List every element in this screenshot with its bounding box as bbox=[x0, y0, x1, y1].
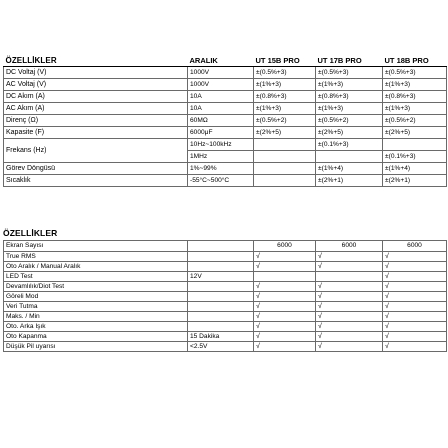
row-range bbox=[188, 322, 254, 332]
row-ut18b: √ bbox=[383, 262, 447, 272]
row-ut17b: ±(1%+4) bbox=[316, 163, 383, 175]
row-ut18b: ±(0.5%+3) bbox=[383, 67, 447, 79]
row-ut17b: √ bbox=[316, 312, 383, 322]
table-row bbox=[4, 342, 447, 352]
row-ut17b: √ bbox=[316, 332, 383, 342]
row-ut17b bbox=[316, 151, 383, 163]
row-label: Direnç (Ω) bbox=[4, 115, 188, 127]
row-ut15b: √ bbox=[254, 262, 316, 272]
row-ut18b: 6000 bbox=[383, 241, 447, 252]
row-label: Sıcaklık bbox=[4, 175, 188, 187]
row-ut15b: √ bbox=[254, 292, 316, 302]
row-ut15b bbox=[254, 139, 316, 151]
table-row bbox=[4, 163, 447, 175]
table-row-frekans-1 bbox=[4, 139, 447, 151]
row-ut17b: 6000 bbox=[316, 241, 383, 252]
table-row bbox=[4, 332, 447, 342]
table-row bbox=[4, 252, 447, 262]
row-ut15b: √ bbox=[254, 252, 316, 262]
row-label: Maks. / Min bbox=[4, 312, 188, 322]
row-ut18b bbox=[383, 139, 447, 151]
features-row-display-count bbox=[4, 241, 447, 252]
row-range bbox=[188, 252, 254, 262]
row-range: <2.5V bbox=[188, 342, 254, 352]
row-label: Oto Aralık / Manual Aralık bbox=[4, 262, 188, 272]
row-ut17b: ±(2%+1) bbox=[316, 175, 383, 187]
row-label: DC Voltaj (V) bbox=[4, 67, 188, 79]
row-label: DC Akım (A) bbox=[4, 91, 188, 103]
row-ut17b: √ bbox=[316, 342, 383, 352]
row-range-frekans-2: 1MHz bbox=[188, 151, 254, 163]
row-range: 10A bbox=[188, 91, 254, 103]
row-ut15b: √ bbox=[254, 282, 316, 292]
row-label: LED Test bbox=[4, 272, 188, 282]
row-range bbox=[188, 241, 254, 252]
row-ut15b: ±(1%+3) bbox=[254, 103, 316, 115]
row-ut17b: √ bbox=[316, 252, 383, 262]
row-range: 1000V bbox=[188, 79, 254, 91]
table-row bbox=[4, 282, 447, 292]
row-ut18b: √ bbox=[383, 332, 447, 342]
row-ut17b: √ bbox=[316, 302, 383, 312]
row-ut15b: √ bbox=[254, 332, 316, 342]
row-range: 1%~99% bbox=[188, 163, 254, 175]
row-range: 10A bbox=[188, 103, 254, 115]
row-ut15b bbox=[254, 163, 316, 175]
row-label: True RMS bbox=[4, 252, 188, 262]
table-row bbox=[4, 262, 447, 272]
row-ut17b: √ bbox=[316, 322, 383, 332]
row-ut18b: ±(0.8%+3) bbox=[383, 91, 447, 103]
row-range bbox=[188, 302, 254, 312]
row-label-frekans: Frekans (Hz) bbox=[4, 139, 188, 163]
row-ut17b bbox=[316, 272, 383, 282]
row-ut17b: ±(1%+3) bbox=[316, 79, 383, 91]
table-row bbox=[4, 292, 447, 302]
row-ut17b: ±(0.5%+2) bbox=[316, 115, 383, 127]
row-label: Kapasite (F) bbox=[4, 127, 188, 139]
header-ut18b: UT 18B PRO bbox=[383, 55, 447, 67]
row-range bbox=[188, 312, 254, 322]
row-label: Devamlılık/Diot Test bbox=[4, 282, 188, 292]
table-row bbox=[4, 103, 447, 115]
row-ut18b: ±(0.1%+3) bbox=[383, 151, 447, 163]
row-ut15b bbox=[254, 272, 316, 282]
header-ut17b: UT 17B PRO bbox=[316, 55, 383, 67]
table-row bbox=[4, 67, 447, 79]
row-ut17b: ±(2%+5) bbox=[316, 127, 383, 139]
accuracy-table-header bbox=[4, 55, 447, 67]
row-ut15b: ±(0.5%+2) bbox=[254, 115, 316, 127]
row-ut18b: √ bbox=[383, 302, 447, 312]
table-row bbox=[4, 91, 447, 103]
row-ut15b: √ bbox=[254, 312, 316, 322]
row-ut15b: ±(0.8%+3) bbox=[254, 91, 316, 103]
row-ut18b: ±(1%+3) bbox=[383, 79, 447, 91]
table-row bbox=[4, 312, 447, 322]
features-table bbox=[3, 240, 447, 352]
row-ut18b: ±(2%+1) bbox=[383, 175, 447, 187]
row-ut15b: √ bbox=[254, 342, 316, 352]
row-label: Ekran Sayısı bbox=[4, 241, 188, 252]
row-ut17b: ±(1%+3) bbox=[316, 103, 383, 115]
row-ut18b: √ bbox=[383, 312, 447, 322]
row-range: 6000μF bbox=[188, 127, 254, 139]
table-row bbox=[4, 127, 447, 139]
row-ut15b: 6000 bbox=[254, 241, 316, 252]
row-range: 15 Dakika bbox=[188, 332, 254, 342]
row-label: Oto Kapanma bbox=[4, 332, 188, 342]
header-aralik: ARALIK bbox=[188, 55, 254, 67]
row-ut15b bbox=[254, 175, 316, 187]
row-ut18b: ±(0.5%+2) bbox=[383, 115, 447, 127]
row-label: Oto. Arka Işık bbox=[4, 322, 188, 332]
row-ut18b: ±(1%+3) bbox=[383, 103, 447, 115]
row-range: 60MΩ bbox=[188, 115, 254, 127]
table-row bbox=[4, 175, 447, 187]
row-range bbox=[188, 292, 254, 302]
row-ut18b: √ bbox=[383, 322, 447, 332]
row-ut18b: √ bbox=[383, 292, 447, 302]
row-label: Veri Tutma bbox=[4, 302, 188, 312]
row-label: AC Voltaj (V) bbox=[4, 79, 188, 91]
table-row bbox=[4, 302, 447, 312]
row-ut15b: √ bbox=[254, 302, 316, 312]
table-row bbox=[4, 322, 447, 332]
row-ut17b: √ bbox=[316, 292, 383, 302]
row-ut15b: ±(0.5%+3) bbox=[254, 67, 316, 79]
row-range bbox=[188, 262, 254, 272]
row-ut18b: ±(2%+5) bbox=[383, 127, 447, 139]
row-label: AC Akım (A) bbox=[4, 103, 188, 115]
row-label: Göreli Mod bbox=[4, 292, 188, 302]
row-range bbox=[188, 282, 254, 292]
row-range: -55°C~500°C bbox=[188, 175, 254, 187]
table-row bbox=[4, 79, 447, 91]
accuracy-table bbox=[3, 55, 447, 187]
row-ut17b: ±(0.5%+3) bbox=[316, 67, 383, 79]
row-ut18b: √ bbox=[383, 342, 447, 352]
row-ut18b: √ bbox=[383, 272, 447, 282]
row-label: Görev Döngüsü bbox=[4, 163, 188, 175]
row-ut15b: ±(2%+5) bbox=[254, 127, 316, 139]
row-label: Düşük Pil uyarısı bbox=[4, 342, 188, 352]
features-title: ÖZELLİKLER bbox=[3, 228, 58, 238]
row-ut18b: ±(1%+4) bbox=[383, 163, 447, 175]
row-range-frekans-1: 10Hz~100kHz bbox=[188, 139, 254, 151]
row-range: 12V bbox=[188, 272, 254, 282]
row-ut17b: ±(0.8%+3) bbox=[316, 91, 383, 103]
table-row bbox=[4, 272, 447, 282]
row-ut18b: √ bbox=[383, 252, 447, 262]
row-ut17b: ±(0.1%+3) bbox=[316, 139, 383, 151]
table-row bbox=[4, 115, 447, 127]
row-range: 1000V bbox=[188, 67, 254, 79]
row-ut15b: √ bbox=[254, 322, 316, 332]
header-ut15b: UT 15B PRO bbox=[254, 55, 316, 67]
row-ut18b: √ bbox=[383, 282, 447, 292]
header-ozellikler: ÖZELLİKLER bbox=[4, 55, 188, 67]
row-ut17b: √ bbox=[316, 262, 383, 272]
row-ut15b bbox=[254, 151, 316, 163]
row-ut15b: ±(1%+3) bbox=[254, 79, 316, 91]
row-ut17b: √ bbox=[316, 282, 383, 292]
